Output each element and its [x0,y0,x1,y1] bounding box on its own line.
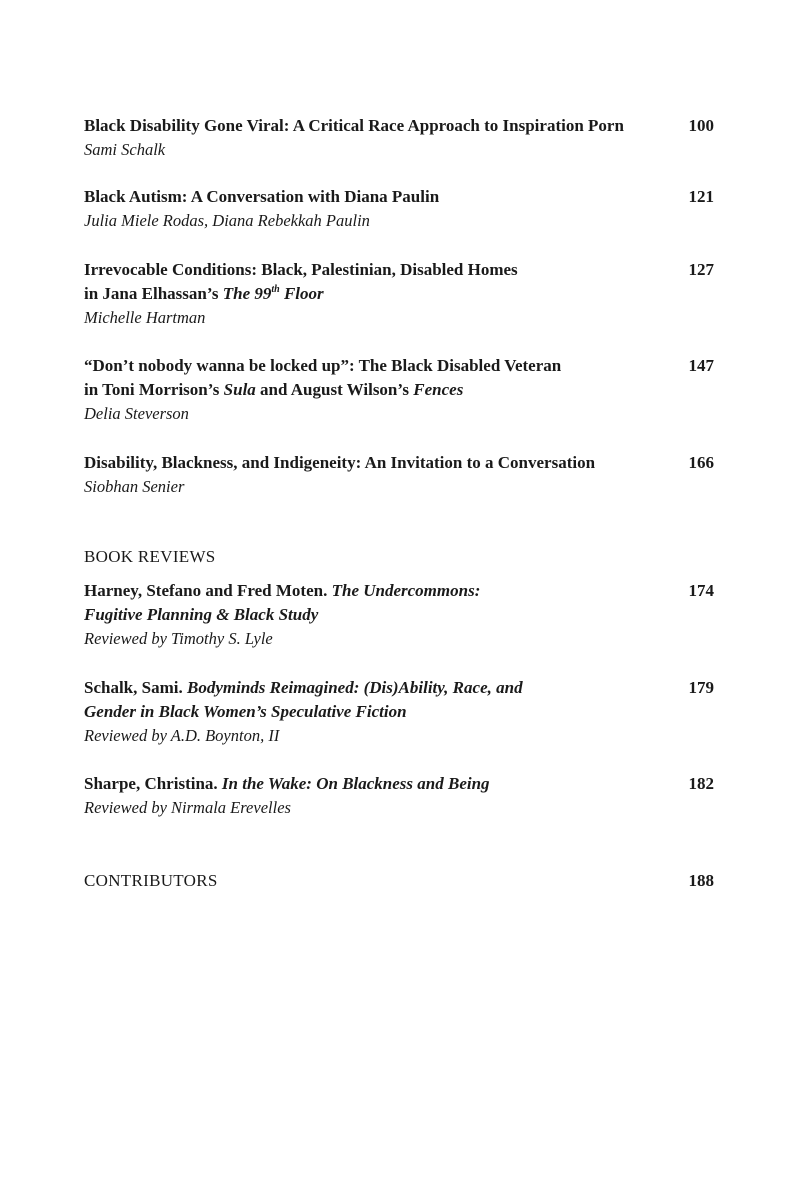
entry-page-number: 166 [688,453,714,472]
ordinal-suffix: th [271,284,280,295]
contributors-entry [84,869,714,893]
entry-title: Black Autism: A Conversation with Diana Paulin [84,187,440,206]
contributors-heading: CONTRIBUTORS [84,871,218,890]
entry-title: Disability, Blackness, and Indigeneity: An Invitation to a Conversation [84,453,596,472]
entry-title-line-1: Irrevocable Conditions: Black, Palestinian, Disabled Homes [84,260,518,279]
toc-entry [84,354,714,426]
review-author-name: Harney, Stefano and Fred Moten. [84,581,332,600]
work-title-part: The 99 [222,284,272,303]
entry-page-number: 121 [688,187,714,206]
book-title: In the Wake: On Blackness and Being [221,774,490,793]
book-title-line-2: Gender in Black Women’s Speculative Fiction [84,702,407,721]
entry-page-number: 147 [688,356,714,375]
book-title-line-2: Fugitive Planning & Black Study [84,605,319,624]
work-title [223,284,324,303]
review-entry [84,772,714,820]
entry-page-number: 179 [688,678,714,697]
work-title: Sula [223,380,256,399]
toc-entry [84,451,714,499]
work-title: Fences [413,380,464,399]
review-entry [84,579,714,651]
toc-entry [84,258,714,330]
entry-author: Michelle Hartman [84,308,206,327]
entry-author: Julia Miele Rodas, Diana Rebekkah Paulin [84,211,370,230]
entry-page-number: 182 [688,774,714,793]
book-title: The Undercommons: [331,581,481,600]
entry-author: Delia Steverson [84,404,189,423]
book-title: Bodyminds Reimagined: (Dis)Ability, Race, and [186,678,523,697]
reviewer: Reviewed by Timothy S. Lyle [84,629,273,648]
toc-entry [84,185,714,233]
entry-title-line-2 [84,378,714,402]
entry-author: Siobhan Senier [84,477,185,496]
entry-page-number: 127 [688,260,714,279]
toc-entry [84,114,714,162]
entry-title-text: and August Wilson’s [255,380,414,399]
work-title-part: Floor [279,284,324,303]
entry-page-number: 100 [688,116,714,135]
entry-title-line-2 [84,282,714,306]
review-line-1 [84,676,714,700]
entry-page-number: 188 [688,871,714,890]
entry-author: Sami Schalk [84,140,166,159]
review-author-name: Sharpe, Christina. [84,774,222,793]
review-line-1 [84,772,714,796]
book-reviews-section [84,545,714,569]
entry-title-text: in Jana Elhassan’s [84,284,223,303]
reviewer: Reviewed by A.D. Boynton, II [84,726,280,745]
table-of-contents [84,0,714,1200]
review-author-name: Schalk, Sami. [84,678,187,697]
entry-title-text: in Toni Morrison’s [84,380,224,399]
reviewer: Reviewed by Nirmala Erevelles [84,798,291,817]
section-heading: BOOK REVIEWS [84,547,216,566]
entry-page-number: 174 [688,581,714,600]
review-entry [84,676,714,748]
review-line-1 [84,579,714,603]
entry-title: Black Disability Gone Viral: A Critical Race Approach to Inspiration Porn [84,116,624,135]
entry-title-line-1: “Don’t nobody wanna be locked up”: The Black Disabled Veteran [84,356,562,375]
